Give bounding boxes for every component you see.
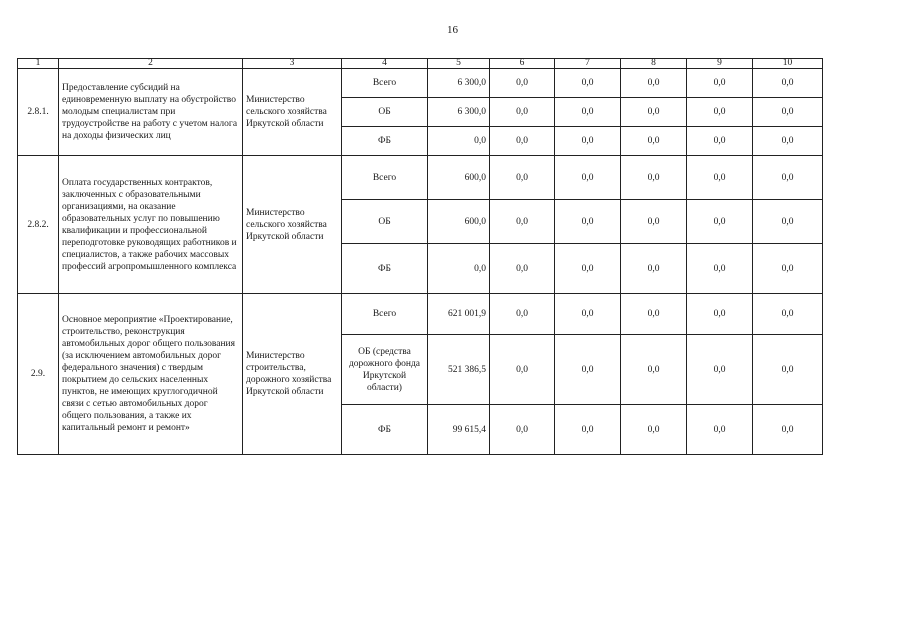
value-cell: 0,0 (753, 98, 823, 127)
value-cell: 6 300,0 (428, 69, 490, 98)
value-cell: 0,0 (555, 156, 621, 200)
value-cell: 0,0 (621, 98, 687, 127)
value-cell: 0,0 (687, 127, 753, 156)
funding-source: ОБ (средства дорожного фонда Иркутской области) (342, 335, 428, 405)
value-cell: 0,0 (621, 294, 687, 335)
value-cell: 0,0 (621, 405, 687, 455)
funding-source: Всего (342, 69, 428, 98)
funding-source: Всего (342, 294, 428, 335)
executor: Министерство сельского хозяйства Иркутской области (243, 156, 342, 294)
column-header: 10 (753, 59, 823, 69)
page-number: 16 (447, 24, 458, 36)
value-cell: 0,0 (490, 335, 555, 405)
header-row (18, 59, 823, 69)
table-row (18, 156, 823, 200)
value-cell: 0,0 (490, 200, 555, 244)
funding-source: ФБ (342, 405, 428, 455)
value-cell: 0,0 (490, 98, 555, 127)
measure-name: Предоставление субсидий на единовременную выплату на обустройство молодым специалистам при трудоустройстве на работу с учетом налога на доходы физических лиц (59, 69, 243, 156)
value-cell: 0,0 (555, 127, 621, 156)
value-cell: 0,0 (753, 156, 823, 200)
funding-source: ОБ (342, 98, 428, 127)
funding-source: ОБ (342, 200, 428, 244)
value-cell: 0,0 (490, 294, 555, 335)
column-header: 3 (243, 59, 342, 69)
value-cell: 0,0 (753, 127, 823, 156)
column-header: 1 (18, 59, 59, 69)
value-cell: 0,0 (555, 294, 621, 335)
executor: Министерство строительства, дорожного хозяйства Иркутской области (243, 294, 342, 455)
value-cell: 0,0 (753, 294, 823, 335)
column-header: 4 (342, 59, 428, 69)
funding-source: Всего (342, 156, 428, 200)
value-cell: 600,0 (428, 156, 490, 200)
value-cell: 6 300,0 (428, 98, 490, 127)
value-cell: 0,0 (428, 127, 490, 156)
value-cell: 0,0 (687, 294, 753, 335)
value-cell: 0,0 (621, 200, 687, 244)
value-cell: 0,0 (621, 156, 687, 200)
value-cell: 0,0 (687, 156, 753, 200)
value-cell: 0,0 (753, 69, 823, 98)
measure-name: Основное мероприятие «Проектирование, строительство, реконструкция автомобильных дорог общего пользования (за исключением автомобильных дорог федерального значения) с твердым покрытием до сельских населенных пунктов, не имеющих круглогодичной связи с сетью автомобильных дорог общего пользования, а также их капитальный ремонт и ремонт» (59, 294, 243, 455)
table-row (18, 294, 823, 335)
value-cell: 0,0 (687, 244, 753, 294)
value-cell: 521 386,5 (428, 335, 490, 405)
value-cell: 0,0 (490, 127, 555, 156)
value-cell: 0,0 (753, 405, 823, 455)
value-cell: 0,0 (621, 244, 687, 294)
value-cell: 0,0 (555, 335, 621, 405)
executor: Министерство сельского хозяйства Иркутской области (243, 69, 342, 156)
value-cell: 0,0 (490, 156, 555, 200)
funding-source: ФБ (342, 127, 428, 156)
measure-code: 2.8.2. (18, 156, 59, 294)
value-cell: 0,0 (490, 69, 555, 98)
column-header: 8 (621, 59, 687, 69)
value-cell: 99 615,4 (428, 405, 490, 455)
column-header: 9 (687, 59, 753, 69)
value-cell: 0,0 (753, 200, 823, 244)
value-cell: 0,0 (621, 127, 687, 156)
value-cell: 0,0 (555, 244, 621, 294)
value-cell: 0,0 (687, 335, 753, 405)
funding-source: ФБ (342, 244, 428, 294)
budget-table (17, 58, 823, 455)
value-cell: 0,0 (490, 244, 555, 294)
measure-code: 2.8.1. (18, 69, 59, 156)
column-header: 2 (59, 59, 243, 69)
column-header: 6 (490, 59, 555, 69)
value-cell: 600,0 (428, 200, 490, 244)
value-cell: 0,0 (428, 244, 490, 294)
value-cell: 0,0 (687, 200, 753, 244)
value-cell: 0,0 (490, 405, 555, 455)
value-cell: 0,0 (555, 69, 621, 98)
value-cell: 0,0 (687, 98, 753, 127)
value-cell: 621 001,9 (428, 294, 490, 335)
value-cell: 0,0 (753, 335, 823, 405)
measure-name: Оплата государственных контрактов, заключенных с образовательными организациями, на оказание образовательных услуг по повышению квалификации и профессиональной переподготовке руководящих работников и специалистов, а также рабочих массовых профессий агропромышленного комплекса (59, 156, 243, 294)
measure-code: 2.9. (18, 294, 59, 455)
table-row (18, 69, 823, 98)
value-cell: 0,0 (621, 335, 687, 405)
column-header: 7 (555, 59, 621, 69)
value-cell: 0,0 (687, 405, 753, 455)
value-cell: 0,0 (555, 98, 621, 127)
value-cell: 0,0 (753, 244, 823, 294)
value-cell: 0,0 (555, 200, 621, 244)
value-cell: 0,0 (621, 69, 687, 98)
value-cell: 0,0 (687, 69, 753, 98)
column-header: 5 (428, 59, 490, 69)
value-cell: 0,0 (555, 405, 621, 455)
